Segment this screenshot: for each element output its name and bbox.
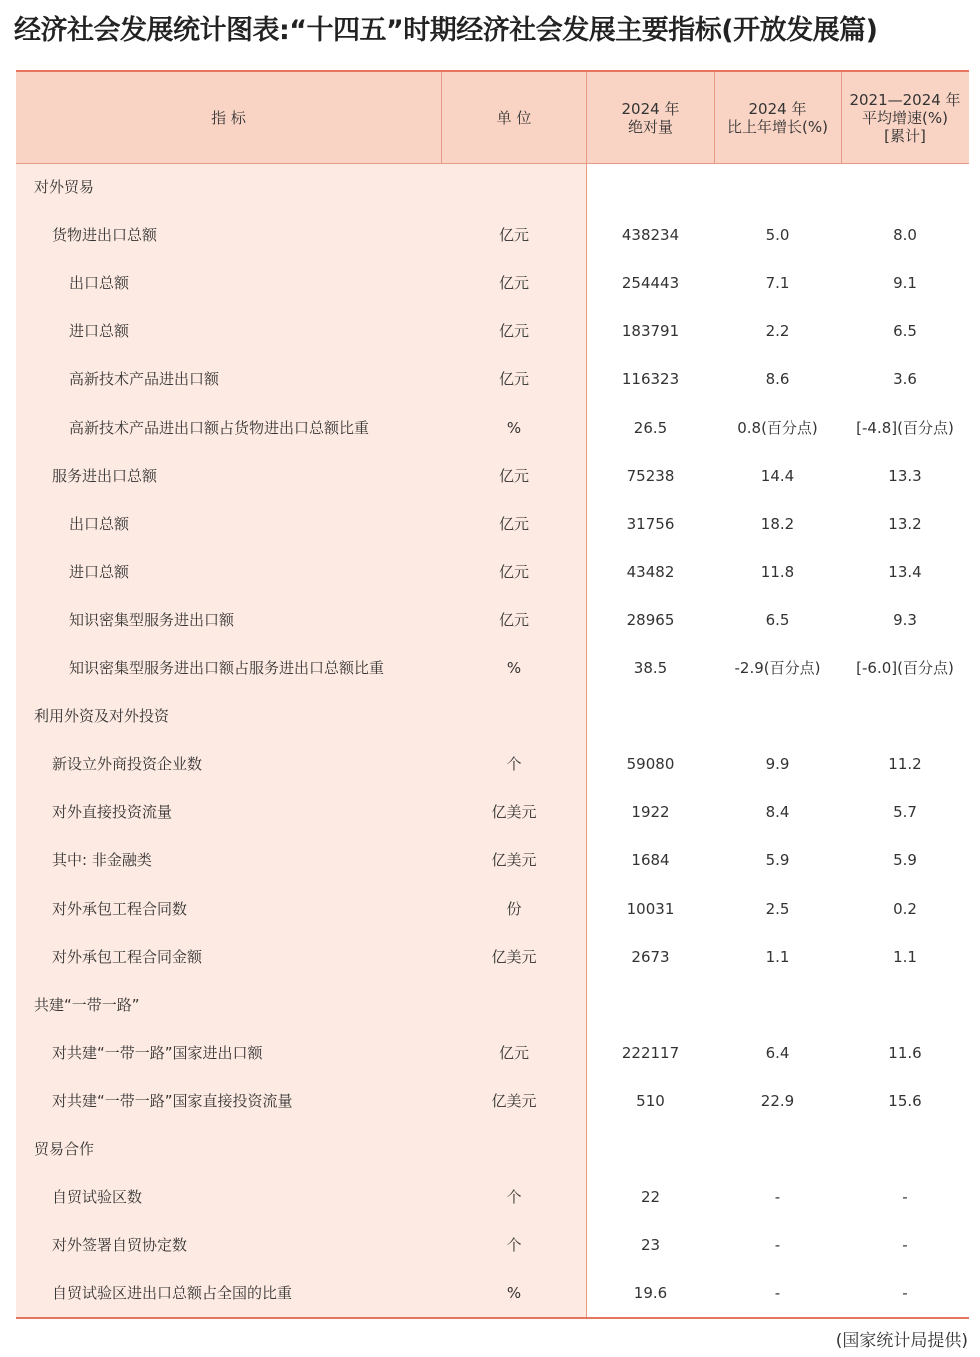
header-average-line-2: 平均增速(%) xyxy=(862,108,948,127)
average-growth-cell: 11.2 xyxy=(888,755,922,774)
absolute-value-cell xyxy=(587,692,714,740)
header-absolute-line-1: 2024 年 xyxy=(621,99,680,118)
average-growth-cell: 8.0 xyxy=(893,226,917,245)
unit-cell xyxy=(441,692,587,740)
average-growth-cell: 13.4 xyxy=(888,562,922,581)
unit-cell xyxy=(441,981,587,1029)
header-unit xyxy=(441,72,587,163)
table-row xyxy=(16,885,969,933)
average-growth-cell xyxy=(841,1125,969,1173)
growth-cell: 6.5 xyxy=(765,610,790,629)
table-row xyxy=(16,259,969,307)
table-header xyxy=(16,72,969,164)
indicator-cell: 自贸试验区进出口总额占全国的比重 xyxy=(52,1284,293,1303)
unit-cell: 亿元 xyxy=(498,610,529,629)
indicator-cell: 货物进出口总额 xyxy=(52,226,158,245)
header-divider-3 xyxy=(714,72,715,163)
growth-cell: - xyxy=(774,1284,781,1303)
table-row xyxy=(16,1269,969,1317)
table-row xyxy=(16,163,969,211)
table-row xyxy=(16,1221,969,1269)
unit-cell: 亿美元 xyxy=(491,851,537,870)
unit-cell: 个 xyxy=(506,1236,522,1255)
table-row xyxy=(16,548,969,596)
indicator-cell: 新设立外商投资企业数 xyxy=(52,755,203,774)
average-growth-cell xyxy=(841,163,969,211)
indicator-cell: 出口总额 xyxy=(69,274,130,293)
unit-cell: 个 xyxy=(506,755,522,774)
indicator-table xyxy=(16,72,969,1317)
growth-cell: 14.4 xyxy=(760,466,795,485)
growth-cell: - xyxy=(774,1188,781,1207)
table-row xyxy=(16,307,969,355)
indicator-cell: 知识密集型服务进出口额 xyxy=(69,610,235,629)
growth-cell: 5.0 xyxy=(765,226,790,245)
table-row xyxy=(16,644,969,692)
absolute-value-cell: 438234 xyxy=(621,226,680,245)
indicator-cell: 知识密集型服务进出口额占服务进出口总额比重 xyxy=(69,659,385,677)
average-growth-cell xyxy=(841,692,969,740)
header-absolute-line-2: 绝对量 xyxy=(627,117,673,136)
absolute-value-cell: 38.5 xyxy=(633,659,668,677)
bottom-rule xyxy=(16,1317,969,1319)
unit-cell xyxy=(441,163,587,211)
average-growth-cell: 11.6 xyxy=(888,1043,922,1062)
header-indicator xyxy=(16,72,441,163)
header-divider-1 xyxy=(441,72,442,163)
absolute-value-cell: 222117 xyxy=(621,1043,680,1062)
header-unit-label: 单 位 xyxy=(496,108,532,127)
growth-cell: 8.4 xyxy=(765,803,790,822)
table-row xyxy=(16,596,969,644)
unit-cell: 亿元 xyxy=(498,274,529,293)
header-growth xyxy=(714,72,841,163)
unit-cell: 亿元 xyxy=(498,370,529,389)
growth-cell: - xyxy=(774,1236,781,1255)
indicator-cell: 对共建“一带一路”国家进出口额 xyxy=(52,1043,263,1062)
absolute-value-cell: 510 xyxy=(636,1091,665,1110)
table-row xyxy=(16,1173,969,1221)
growth-cell: 11.8 xyxy=(760,562,795,581)
absolute-value-cell: 183791 xyxy=(621,322,680,341)
average-growth-cell: 13.2 xyxy=(888,514,922,533)
unit-cell: 亿元 xyxy=(498,466,529,485)
table-row xyxy=(16,933,969,981)
table-row xyxy=(16,740,969,788)
average-growth-cell: - xyxy=(902,1284,908,1303)
absolute-value-cell: 26.5 xyxy=(633,418,668,437)
unit-cell: 个 xyxy=(506,1188,522,1207)
average-growth-cell: 5.9 xyxy=(893,851,917,870)
header-divider-4 xyxy=(841,72,842,163)
absolute-value-cell: 2673 xyxy=(631,947,670,966)
absolute-value-cell xyxy=(587,981,714,1029)
absolute-value-cell: 59080 xyxy=(626,755,675,774)
indicator-cell: 高新技术产品进出口额 xyxy=(69,370,220,389)
header-growth-line-1: 2024 年 xyxy=(748,99,807,118)
indicator-cell: 出口总额 xyxy=(69,514,130,533)
absolute-value-cell: 28965 xyxy=(626,610,675,629)
growth-cell: 2.5 xyxy=(765,899,790,918)
unit-cell: 亿元 xyxy=(498,1043,529,1062)
average-growth-cell: 1.1 xyxy=(893,947,917,966)
growth-cell: 7.1 xyxy=(765,274,790,293)
unit-cell: % xyxy=(506,1284,522,1303)
absolute-value-cell: 23 xyxy=(640,1236,661,1255)
table-row xyxy=(16,836,969,884)
column-divider-main xyxy=(586,72,587,1317)
indicator-cell: 贸易合作 xyxy=(34,1140,95,1158)
growth-cell: 22.9 xyxy=(760,1091,795,1110)
table-row xyxy=(16,452,969,500)
absolute-value-cell: 254443 xyxy=(621,274,680,293)
growth-cell xyxy=(714,163,841,211)
header-average xyxy=(841,72,969,163)
average-growth-cell: 9.3 xyxy=(893,610,917,629)
unit-cell: % xyxy=(506,659,522,677)
table-row xyxy=(16,211,969,259)
growth-cell: 9.9 xyxy=(765,755,790,774)
absolute-value-cell xyxy=(587,163,714,211)
indicator-cell: 对外贸易 xyxy=(34,178,95,196)
growth-cell: 1.1 xyxy=(765,947,790,966)
average-growth-cell: 13.3 xyxy=(888,466,922,485)
absolute-value-cell: 1922 xyxy=(631,803,670,822)
indicator-cell: 共建“一带一路” xyxy=(34,995,140,1014)
average-growth-cell: 15.6 xyxy=(888,1091,922,1110)
header-average-line-1: 2021—2024 年 xyxy=(849,90,961,109)
indicator-cell: 对外承包工程合同数 xyxy=(52,899,188,918)
unit-cell: 亿美元 xyxy=(491,947,537,966)
indicator-cell: 其中: 非金融类 xyxy=(52,851,152,870)
table-row xyxy=(16,981,969,1029)
growth-cell xyxy=(714,692,841,740)
unit-cell: 亿美元 xyxy=(491,803,537,822)
table-row xyxy=(16,404,969,452)
table-row xyxy=(16,692,969,740)
table-row xyxy=(16,500,969,548)
indicator-cell: 对外签署自贸协定数 xyxy=(52,1236,188,1255)
table-row xyxy=(16,1125,969,1173)
source-note: (国家统计局提供) xyxy=(835,1331,968,1351)
indicator-cell: 利用外资及对外投资 xyxy=(34,707,170,726)
unit-cell: 份 xyxy=(506,899,522,918)
unit-cell: 亿元 xyxy=(498,562,529,581)
unit-cell xyxy=(441,1125,587,1173)
absolute-value-cell: 75238 xyxy=(626,466,675,485)
average-growth-cell: 0.2 xyxy=(893,899,917,918)
growth-cell: -2.9(百分点) xyxy=(734,659,821,677)
average-growth-cell: 9.1 xyxy=(893,274,917,293)
absolute-value-cell xyxy=(587,1125,714,1173)
absolute-value-cell: 43482 xyxy=(626,562,675,581)
table-row xyxy=(16,1029,969,1077)
average-growth-cell: 6.5 xyxy=(893,322,917,341)
indicator-cell: 对共建“一带一路”国家直接投资流量 xyxy=(52,1091,293,1110)
average-growth-cell: [-6.0](百分点) xyxy=(856,659,954,677)
absolute-value-cell: 19.6 xyxy=(633,1284,668,1303)
growth-cell: 2.2 xyxy=(765,322,790,341)
average-growth-cell: - xyxy=(902,1188,908,1207)
growth-cell: 18.2 xyxy=(760,514,795,533)
table-row xyxy=(16,788,969,836)
growth-cell xyxy=(714,1125,841,1173)
growth-cell: 5.9 xyxy=(765,851,790,870)
growth-cell: 0.8(百分点) xyxy=(737,418,818,437)
growth-cell: 8.6 xyxy=(765,370,790,389)
indicator-cell: 对外直接投资流量 xyxy=(52,803,173,822)
indicator-cell: 对外承包工程合同金额 xyxy=(52,947,203,966)
table-row xyxy=(16,355,969,403)
header-growth-line-2: 比上年增长(%) xyxy=(727,117,828,136)
absolute-value-cell: 10031 xyxy=(626,899,675,918)
indicator-cell: 进口总额 xyxy=(69,562,130,581)
average-growth-cell xyxy=(841,981,969,1029)
absolute-value-cell: 116323 xyxy=(621,370,680,389)
table-row xyxy=(16,1077,969,1125)
growth-cell: 6.4 xyxy=(765,1043,790,1062)
average-growth-cell: 3.6 xyxy=(893,370,917,389)
unit-cell: 亿元 xyxy=(498,226,529,245)
header-average-line-3: [累计] xyxy=(884,126,926,145)
average-growth-cell: 5.7 xyxy=(893,803,917,822)
absolute-value-cell: 31756 xyxy=(626,514,675,533)
unit-cell: 亿元 xyxy=(498,514,529,533)
absolute-value-cell: 1684 xyxy=(631,851,670,870)
page-title: 经济社会发展统计图表:“十四五”时期经济社会发展主要指标(开放发展篇) xyxy=(14,15,878,46)
indicator-cell: 自贸试验区数 xyxy=(52,1188,143,1207)
unit-cell: 亿美元 xyxy=(491,1091,537,1110)
average-growth-cell: - xyxy=(902,1236,908,1255)
indicator-cell: 高新技术产品进出口额占货物进出口总额比重 xyxy=(69,418,370,437)
header-absolute xyxy=(587,72,714,163)
growth-cell xyxy=(714,981,841,1029)
header-indicator-label: 指 标 xyxy=(211,108,246,127)
average-growth-cell: [-4.8](百分点) xyxy=(856,418,954,437)
indicator-cell: 进口总额 xyxy=(69,322,130,341)
unit-cell: 亿元 xyxy=(498,322,529,341)
indicator-cell: 服务进出口总额 xyxy=(52,466,158,485)
absolute-value-cell: 22 xyxy=(640,1188,661,1207)
unit-cell: % xyxy=(506,418,522,437)
